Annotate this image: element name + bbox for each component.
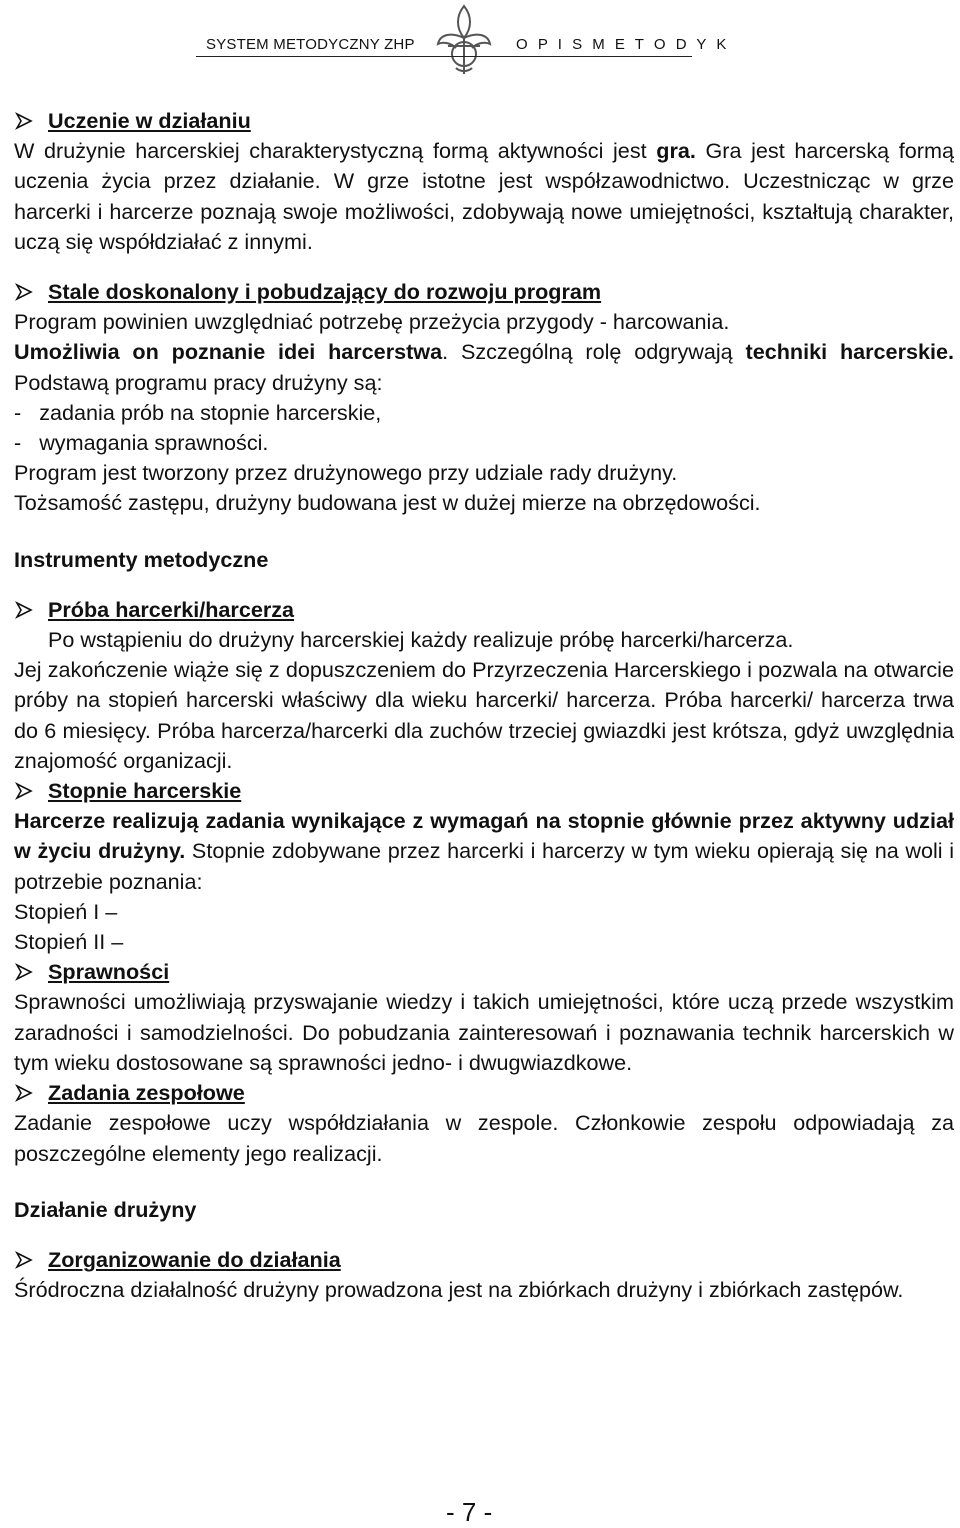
paragraph: Po wstąpieniu do drużyny harcerskiej każdy realizuje próbę harcerki/harcerza.: [48, 627, 794, 653]
section-title: Sprawności: [48, 959, 170, 985]
heading-dzialanie: Działanie drużyny: [14, 1196, 197, 1222]
arrow-bullet-icon: [14, 277, 34, 307]
paragraph: W drużynie harcerskiej charakterystyczną formą aktywności jest gra. Gra jest harcerską formą uczenia życia przez działanie. W grze istotne jest współzawodnictwo. Uczestnicząc w grze harcerki i harcerze poznają swoje możliwości, zdobywają nowe umiejętności, kształtują charakter, uczą się współdziałać z innymi.: [14, 138, 954, 254]
paragraph: Jej zakończenie wiąże się z dopuszczeniem do Przyrzeczenia Harcerskiego i pozwala na otwarcie próby na stopień harcerski właściwy dla wieku harcerki/ harcerza. Próba harcerki/ harcerza trwa do 6 miesięcy. Próba harcerza/harcerki dla zuchów trzeciej gwiazdki jest krótsza, gdyż uwzględnia znajomość organizacji.: [14, 657, 954, 773]
arrow-bullet-icon: [14, 595, 34, 625]
list-item: - zadania prób na stopnie harcerskie,: [14, 399, 382, 425]
section-title: Próba harcerki/harcerza: [48, 596, 295, 622]
paragraph: Umożliwia on poznanie idei harcerstwa. Szczególną rolę odgrywają techniki harcerskie. Podstawą programu pracy drużyny są:: [14, 339, 954, 395]
section-proba: [14, 595, 954, 625]
arrow-bullet-icon: [14, 776, 34, 806]
section-title: Stale doskonalony i pobudzający do rozwoju program: [48, 279, 602, 305]
arrow-bullet-icon: [14, 1245, 34, 1275]
paragraph: Program powinien uwzględniać potrzebę przeżycia przygody - harcowania.: [14, 309, 730, 335]
paragraph: Tożsamość zastępu, drużyny budowana jest w dużej mierze na obrzędowości.: [14, 490, 761, 516]
section-title: Zadania zespołowe: [48, 1080, 245, 1106]
section-title: Uczenie w działaniu: [48, 108, 251, 133]
section-stopnie: [14, 776, 954, 806]
section-zorganizowanie: [14, 1245, 954, 1275]
header-right-text: O P I S M E T O D Y K: [516, 36, 730, 53]
list-item: Stopień I –: [14, 898, 118, 924]
paragraph: Sprawności umożliwiają przyswajanie wiedzy i takich umiejętności, które uczą przede wszystkim zaradności i samodzielności. Do pobudzania zainteresowań i poznawania technik harcerskich w tym wieku dostosowane są sprawności jedno- i dwugwiazdkowe.: [14, 989, 954, 1075]
section-uczenie: [14, 106, 954, 136]
section-program: [14, 277, 954, 307]
paragraph: Śródroczna działalność drużyny prowadzona jest na zbiórkach drużyny i zbiórkach zastępów.: [14, 1277, 904, 1303]
arrow-bullet-icon: [14, 1078, 34, 1108]
paragraph: Harcerze realizują zadania wynikające z wymagań na stopnie głównie przez aktywny udział w życiu drużyny. Stopnie zdobywane przez harcerki i harcerzy w tym wieku opierają się na woli i potrzebie poznania:: [14, 808, 954, 894]
arrow-bullet-icon: [14, 957, 34, 987]
list-item: - wymagania sprawności.: [14, 430, 269, 456]
section-zadania: [14, 1078, 954, 1108]
heading-instrumenty: Instrumenty metodyczne: [14, 546, 269, 572]
arrow-bullet-icon: [14, 106, 34, 136]
scout-lily-emblem-icon: [432, 2, 496, 78]
section-title: Stopnie harcerskie: [48, 778, 242, 804]
page-header: [0, 0, 960, 80]
section-title: Zorganizowanie do działania: [48, 1246, 341, 1272]
header-divider: [196, 56, 692, 57]
document-body: [14, 106, 954, 1305]
paragraph: Zadanie zespołowe uczy współdziałania w zespole. Członkowie zespołu odpowiadają za poszczególne elementy jego realizacji.: [14, 1110, 954, 1166]
paragraph: Program jest tworzony przez drużynowego przy udziale rady drużyny.: [14, 460, 678, 486]
list-item: Stopień II –: [14, 929, 124, 955]
section-sprawnosci: [14, 957, 954, 987]
header-left-text: SYSTEM METODYCZNY ZHP: [206, 36, 415, 53]
page-number: - 7 -: [446, 1497, 493, 1527]
